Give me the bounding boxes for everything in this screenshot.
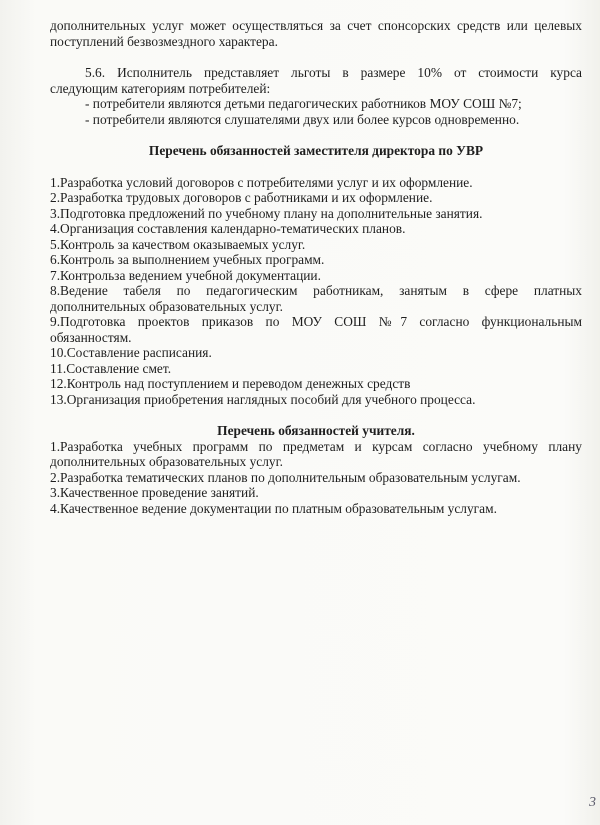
teacher-duties-list bbox=[50, 439, 582, 517]
deputy-duty-item: 1.Разработка условий договоров с потребителями услуг и их оформление. bbox=[50, 174, 473, 190]
clause-5-6-line-2: следующим категориям потребителей: bbox=[50, 80, 271, 96]
deputy-duty-item-continued: дополнительных образовательных услуг. bbox=[50, 298, 283, 314]
intro-line-1: дополнительных услуг может осуществляться за счет спонсорских средств или целевых bbox=[50, 18, 582, 33]
document-body bbox=[50, 18, 582, 516]
page-number: 3 bbox=[589, 795, 596, 810]
deputy-section-title: Перечень обязанностей заместителя директора по УВР bbox=[148, 143, 484, 158]
intro-line-2: поступлений безвозмездного характера. bbox=[50, 33, 278, 49]
deputy-duty-item: 12.Контроль над поступлением и переводом денежных средств bbox=[50, 376, 411, 391]
deputy-duty-item: 13.Организация приобретения наглядных пособий для учебного процесса. bbox=[50, 391, 476, 407]
deputy-duty-item: 10.Составление расписания. bbox=[50, 345, 212, 360]
clause-5-6-line-1: 5.6. Исполнитель представляет льготы в размере 10% от стоимости курса bbox=[85, 65, 582, 80]
deputy-duty-item: 4.Организация составления календарно-тематических планов. bbox=[50, 221, 406, 236]
benefit-bullet-1: - потребители являются детьми педагогических работников МОУ СОШ №7; bbox=[85, 96, 522, 111]
deputy-duty-item: 3.Подготовка предложений по учебному плану на дополнительные занятия. bbox=[50, 205, 483, 221]
deputy-duty-item: 2.Разработка трудовых договоров с работниками и их оформление. bbox=[50, 190, 433, 205]
teacher-section-title: Перечень обязанностей учителя. bbox=[217, 423, 415, 438]
benefit-bullet-2: - потребители являются слушателями двух или более курсов одновременно. bbox=[85, 111, 520, 127]
teacher-duty-item: 1.Разработка учебных программ по предметам и курсам согласно учебному плану bbox=[50, 438, 582, 454]
teacher-duty-item-continued: дополнительных образовательных услуг. bbox=[50, 454, 283, 469]
teacher-duty-item: 3.Качественное проведение занятий. bbox=[50, 485, 259, 500]
deputy-duty-item: 11.Составление смет. bbox=[50, 360, 172, 376]
deputy-duty-item: 8.Ведение табеля по педагогическим работникам, занятым в сфере платных bbox=[50, 283, 582, 298]
deputy-duties-list bbox=[50, 175, 582, 408]
deputy-duty-item: 9.Подготовка проектов приказов по МОУ СОШ №7 согласно функциональным bbox=[50, 314, 582, 329]
deputy-duty-item: 7.Контрольза ведением учебной документации. bbox=[50, 267, 321, 283]
deputy-duty-item: 5.Контроль за качеством оказываемых услуг. bbox=[50, 236, 306, 252]
teacher-duty-item: 2.Разработка тематических планов по дополнительным образовательным услугам. bbox=[50, 469, 521, 485]
teacher-duty-item: 4.Качественное ведение документации по платным образовательным услугам. bbox=[50, 500, 497, 516]
deputy-duty-item-continued: обязанностям. bbox=[50, 329, 132, 345]
deputy-duty-item: 6.Контроль за выполнением учебных программ. bbox=[50, 252, 325, 267]
